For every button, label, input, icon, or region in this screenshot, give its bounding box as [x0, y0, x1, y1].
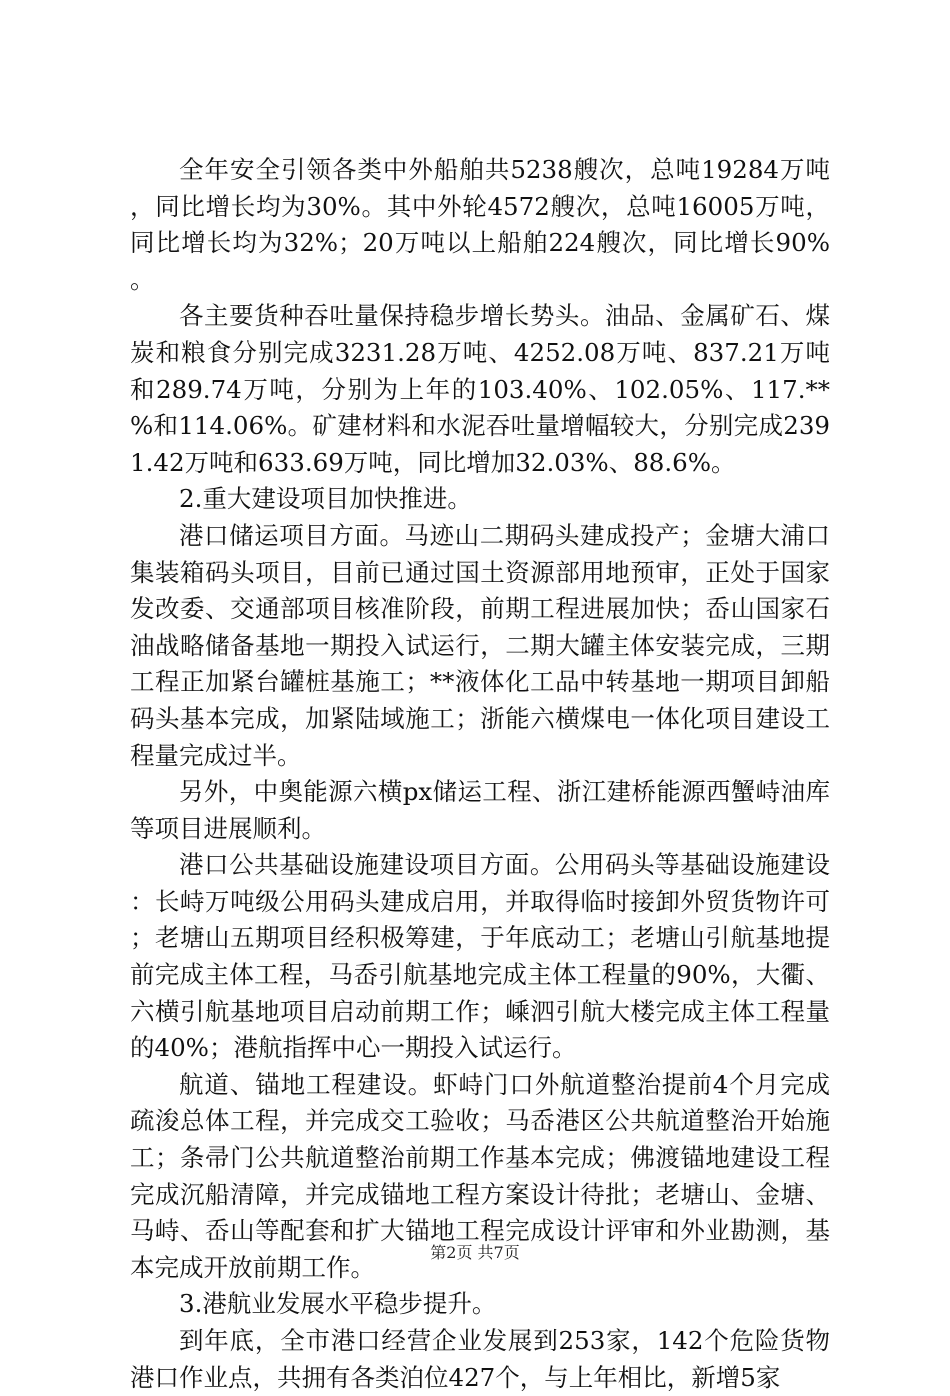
paragraph-other-projects: 另外，中奥能源六横px储运工程、浙江建桥能源西蟹峙油库等项目进展顺利。 — [130, 777, 830, 843]
paragraph-ship-guidance: 全年安全引领各类中外船舶共5238艘次，总吨19284万吨，同比增长均为30%。其中外轮4572艘次，总吨16005万吨，同比增长均为32%；20万吨以上船舶224艘次，同比增长90%。 — [130, 155, 830, 294]
paragraph-cargo-throughput: 各主要货种吞吐量保持稳步增长势头。油品、金属矿石、煤炭和粮食分别完成3231.28万吨、4252.08万吨、837.21万吨和289.74万吨，分别为上年的103.40%、102.05%、117.**%和114.06%。矿建材料和水泥吞吐量增幅较大，分别完成2391.42万吨和633.69万吨，同比增加32.03%、88.6%。 — [130, 301, 830, 477]
paragraph-port-enterprises: 到年底，全市港口经营企业发展到253家，142个危险货物港口作业点，共拥有各类泊位427个，与上年相比，新增5家 — [130, 1326, 830, 1392]
document-body — [130, 152, 830, 1396]
section-heading-development: 3.港航业发展水平稳步提升。 — [179, 1289, 497, 1319]
page-footer: 第2页 共7页 — [430, 1243, 520, 1262]
paragraph-channel-anchorage: 航道、锚地工程建设。虾峙门口外航道整治提前4个月完成疏浚总体工程，并完成交工验收；马岙港区公共航道整治开始施工；条帚门公共航道整治前期工作基本完成；佛渡锚地建设工程完成沉船清障，并完成锚地工程方案设计待批；老塘山、金塘、马峙、岙山等配套和扩大锚地工程完成设计评审和外业勘测，基本完成开放前期工作。 — [130, 1069, 830, 1282]
paragraph-public-infrastructure: 港口公共基础设施建设项目方面。公用码头等基础设施建设：长峙万吨级公用码头建成启用，并取得临时接卸外贸货物许可；老塘山五期项目经积极筹建，于年底动工；老塘山引航基地提前完成主体工程，马岙引航基地完成主体工程量的90%，大衢、六横引航基地项目启动前期工作；嵊泗引航大楼完成主体工程量的40%；港航指挥中心一期投入试运行。 — [130, 850, 830, 1063]
section-heading-construction: 2.重大建设项目加快推进。 — [179, 484, 472, 514]
paragraph-port-storage-projects: 港口储运项目方面。马迹山二期码头建成投产；金塘大浦口集装箱码头项目，目前已通过国土资源部用地预审，正处于国家发改委、交通部项目核准阶段，前期工程进展加快；岙山国家石油战略储备基地一期投入试运行，二期大罐主体安装完成，三期工程正加紧台罐桩基施工；**液体化工品中转基地一期项目卸船码头基本完成，加紧陆域施工；浙能六横煤电一体化项目建设工程量完成过半。 — [130, 520, 830, 770]
